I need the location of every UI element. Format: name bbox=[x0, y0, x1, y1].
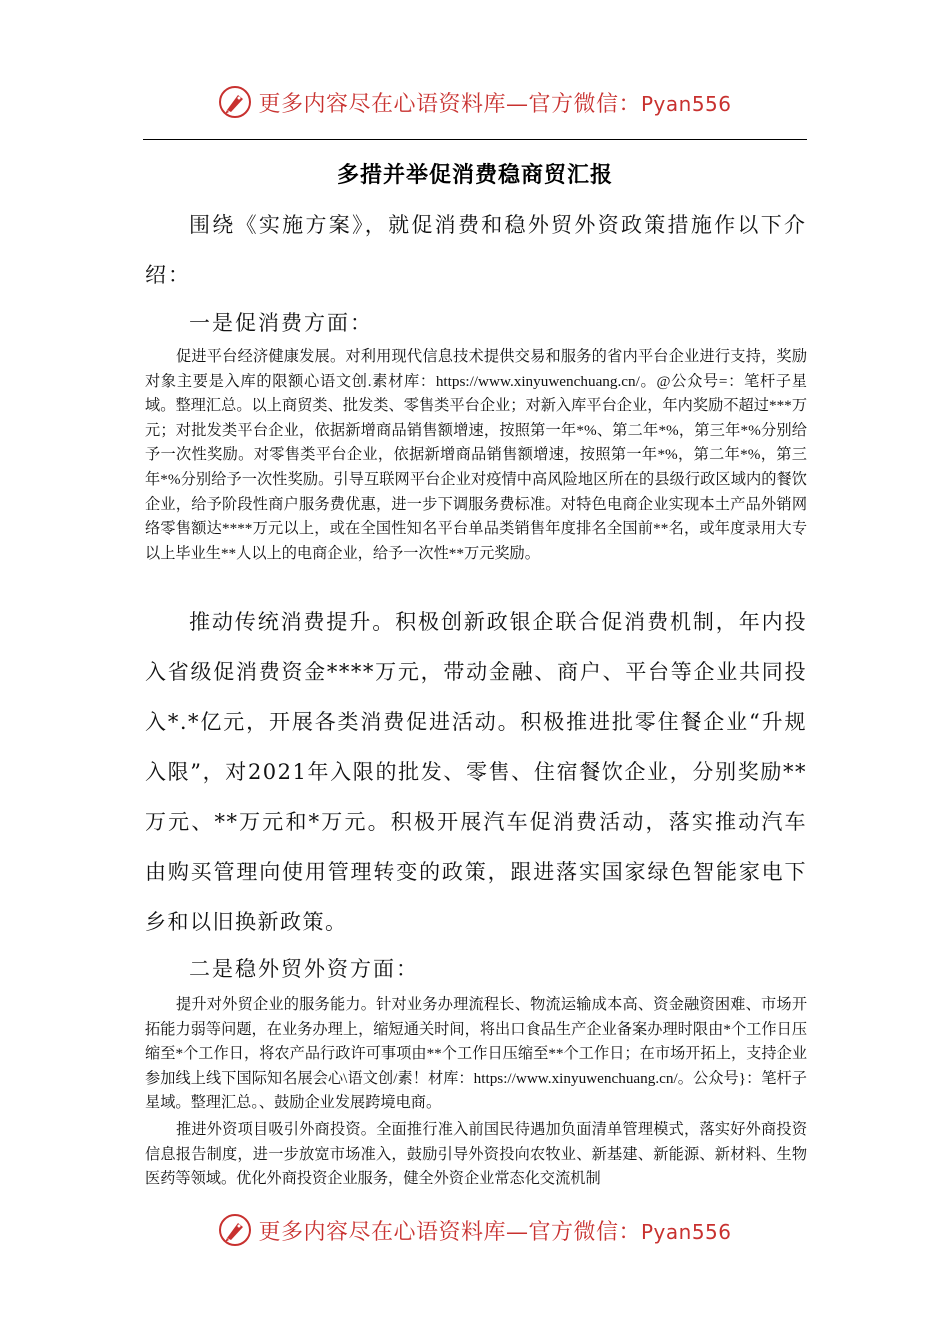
section1-paragraph-2: 推动传统消费提升。积极创新政银企联合促消费机制，年内投入省级促消费资金****万元，带动金融、商户、平台等企业共同投入*.*亿元，开展各类消费促进活动。积极推进批零住餐企业“升规入限”，对2021年入限的批发、零售、住宿餐饮企业，分别奖励**万元、**万元和*万元。积极开展汽车促消费活动，落实推动汽车由购买管理向使用管理转变的政策，跟进落实国家绿色智能家电下乡和以旧换新政策。 bbox=[145, 610, 807, 934]
header-banner bbox=[0, 80, 950, 124]
banner-text bbox=[258, 87, 731, 118]
footer-banner bbox=[0, 1208, 950, 1252]
banner-wechat-id: Pyan556 bbox=[641, 1219, 732, 1244]
banner-wechat-label: 官方微信： bbox=[528, 91, 641, 117]
banner-main-text: 更多内容尽在心语资料库 bbox=[258, 1219, 506, 1245]
banner-separator: — bbox=[505, 1219, 529, 1245]
header-divider bbox=[143, 139, 807, 140]
pen-nib-logo-icon bbox=[218, 1213, 252, 1247]
section2-paragraph-2: 推进外资项目吸引外商投资。全面推行准入前国民待遇加负面清单管理模式，落实好外商投资信息报告制度，进一步放宽市场准入，鼓励引导外资投向农牧业、新基建、新能源、新材料、生物医药等领域。优化外商投资企业服务，健全外资企业常态化交流机制 bbox=[145, 1121, 807, 1188]
banner-separator: — bbox=[505, 91, 529, 117]
banner-main-text: 更多内容尽在心语资料库 bbox=[258, 91, 506, 117]
banner-wechat-label: 官方微信： bbox=[528, 1219, 641, 1245]
document-title: 多措并举促消费稳商贸汇报 bbox=[336, 163, 613, 188]
section1-heading: 一是促消费方面： bbox=[189, 311, 373, 335]
section1-paragraph-1: 促进平台经济健康发展。对利用现代信息技术提供交易和服务的省内平台企业进行支持，奖励对象主要是入库的限额心语文创.素材库：https://www.xinyuwenchuang.cn/。@公众号=：笔杆子星域。整理汇总。以上商贸类、批发类、零售类平台企业；对新入库平台企业，年内奖励不超过***万元；对批发类平台企业，依据新增商品销售额增速，按照第一年*%、第二年*%，第三年*%分别给予一次性奖励。对零售类平台企业，依据新增商品销售额增速，按照第一年*%，第二年*%，第三年*%分别给予一次性奖励。引导互联网平台企业对疫情中高风险地区所在的县级行政区域内的餐饮企业，给予阶段性商户服务费优惠，进一步下调服务费标准。对特色电商企业实现本土产品外销网络零售额达****万元以上，或在全国性知名平台单品类销售年度排名全国前**名，或年度录用大专以上毕业生**人以上的电商企业，给予一次性**万元奖励。 bbox=[145, 348, 807, 562]
pen-nib-logo-icon bbox=[218, 85, 252, 119]
intro-paragraph: 围绕《实施方案》，就促消费和稳外贸外资政策措施作以下介绍： bbox=[145, 213, 807, 287]
banner-text bbox=[258, 1215, 731, 1246]
banner-wechat-id: Pyan556 bbox=[641, 91, 732, 116]
section2-heading: 二是稳外贸外资方面： bbox=[189, 957, 419, 981]
section2-paragraph-1: 提升对外贸企业的服务能力。针对业务办理流程长、物流运输成本高、资金融资困难、市场开拓能力弱等问题，在业务办理上，缩短通关时间，将出口食品生产企业备案办理时限由*个工作日压缩至*个工作日，将农产品行政许可事项由**个工作日压缩至**个工作日；在市场开拓上，支持企业参加线上线下国际知名展会心\语文创/素！材库：https://www.xinyuwenchuang.cn/。公众号}：笔杆子星域。整理汇总。、鼓励企业发展跨境电商。 bbox=[145, 996, 807, 1112]
